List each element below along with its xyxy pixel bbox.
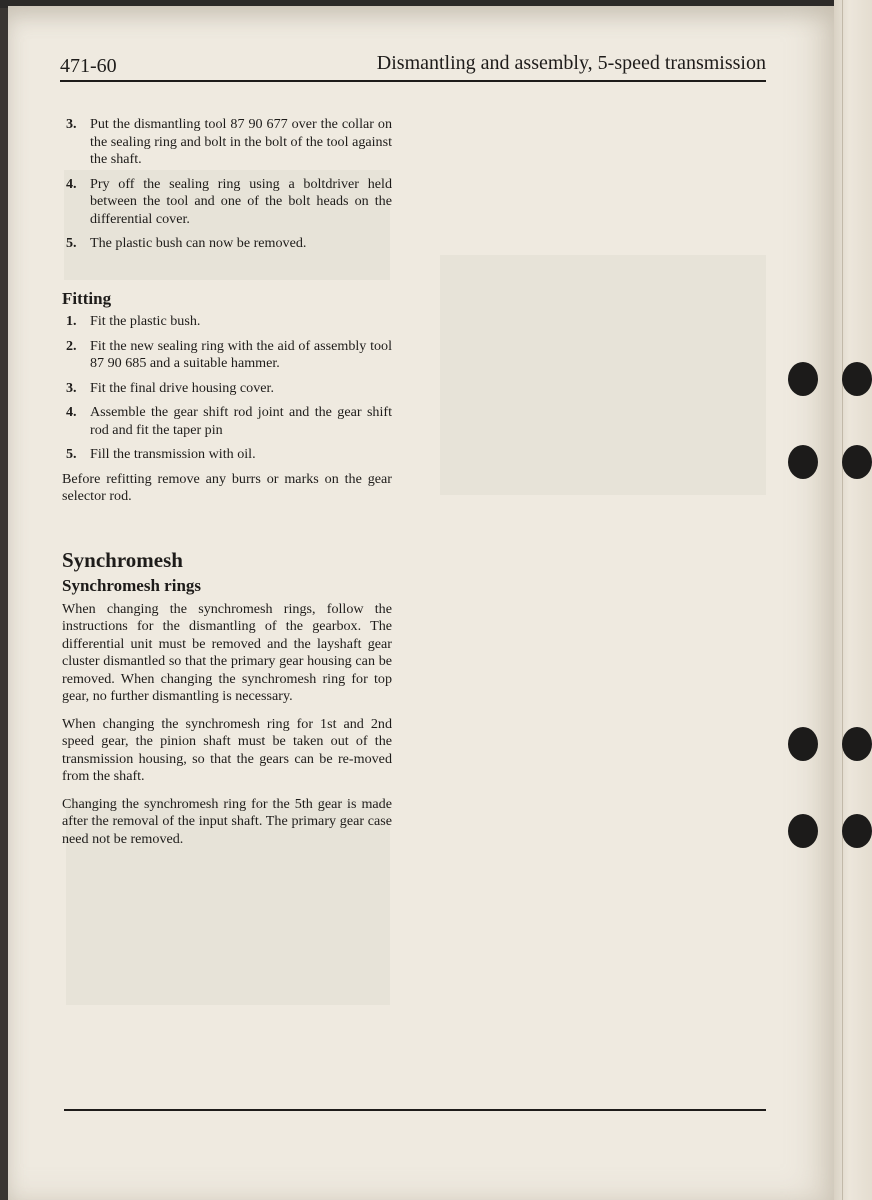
synchromesh-rings-subheading: Synchromesh rings — [62, 576, 202, 595]
binder-hole-6 — [842, 727, 872, 761]
fitting-note: Before refitting remove any burrs or marks on the gear selector rod. — [62, 470, 392, 504]
list-item: 4. Assemble the gear shift rod joint and the gear shift rod and fit the taper pin — [66, 404, 392, 438]
synchromesh-heading: Synchromesh — [62, 547, 183, 572]
main-column — [62, 116, 392, 858]
binder-hole-1 — [788, 362, 818, 396]
header-rule — [60, 80, 766, 82]
list-item: 2. Fit the new sealing ring with the aid of assembly tool 87 90 685 and a suitable hammer. — [66, 337, 392, 371]
binder-hole-8 — [842, 814, 872, 848]
fitting-heading: Fitting — [62, 288, 112, 308]
binder-hole-5 — [788, 727, 818, 761]
list-item: 1. Fit the plastic bush. — [66, 313, 201, 329]
list-item: 3. Put the dismantling tool 87 90 677 over the collar on the sealing ring and bolt in the bolt of the tool against the shaft. — [66, 116, 392, 167]
binder-hole-7 — [788, 814, 818, 848]
binder-hole-4 — [842, 445, 872, 479]
bleed-through-image-right — [440, 255, 766, 495]
synchromesh-paragraph-2: When changing the synchromesh ring for 1st and 2nd speed gear, the pinion shaft must be taken out of the transmission housing, so that the gears can be re-moved from the shaft. — [62, 715, 392, 784]
binder-hole-2 — [842, 362, 872, 396]
list-item: 4. Pry off the sealing ring using a boltdriver held between the tool and one of the bolt heads on the differential cover. — [66, 175, 392, 227]
page-fold-line — [842, 0, 843, 1200]
binder-hole-3 — [788, 445, 818, 479]
synchromesh-paragraph-1: When changing the synchromesh rings, follow the instructions for the dismantling of the gearbox. The differential unit must be removed and the layshaft gear cluster dismantled so that the primary gear housing can be removed. When changing the synchromesh ring for top gear, no further dismantling is necessary. — [62, 600, 392, 704]
next-page-edge — [834, 0, 872, 1200]
page-number: 471-60 — [60, 55, 117, 77]
list-item: 3. Fit the final drive housing cover. — [66, 379, 274, 396]
synchromesh-paragraph-3: Changing the synchromesh ring for the 5th gear is made after the removal of the input shaft. The primary gear case need not be removed. — [62, 795, 392, 847]
page-header-title: Dismantling and assembly, 5-speed transmission — [376, 52, 766, 74]
fitting-steps — [62, 313, 392, 464]
list-item: 5. The plastic bush can now be removed. — [66, 235, 307, 251]
footer-rule — [64, 1109, 766, 1111]
removal-steps — [62, 116, 392, 253]
list-item: 5. Fill the transmission with oil. — [66, 446, 256, 462]
